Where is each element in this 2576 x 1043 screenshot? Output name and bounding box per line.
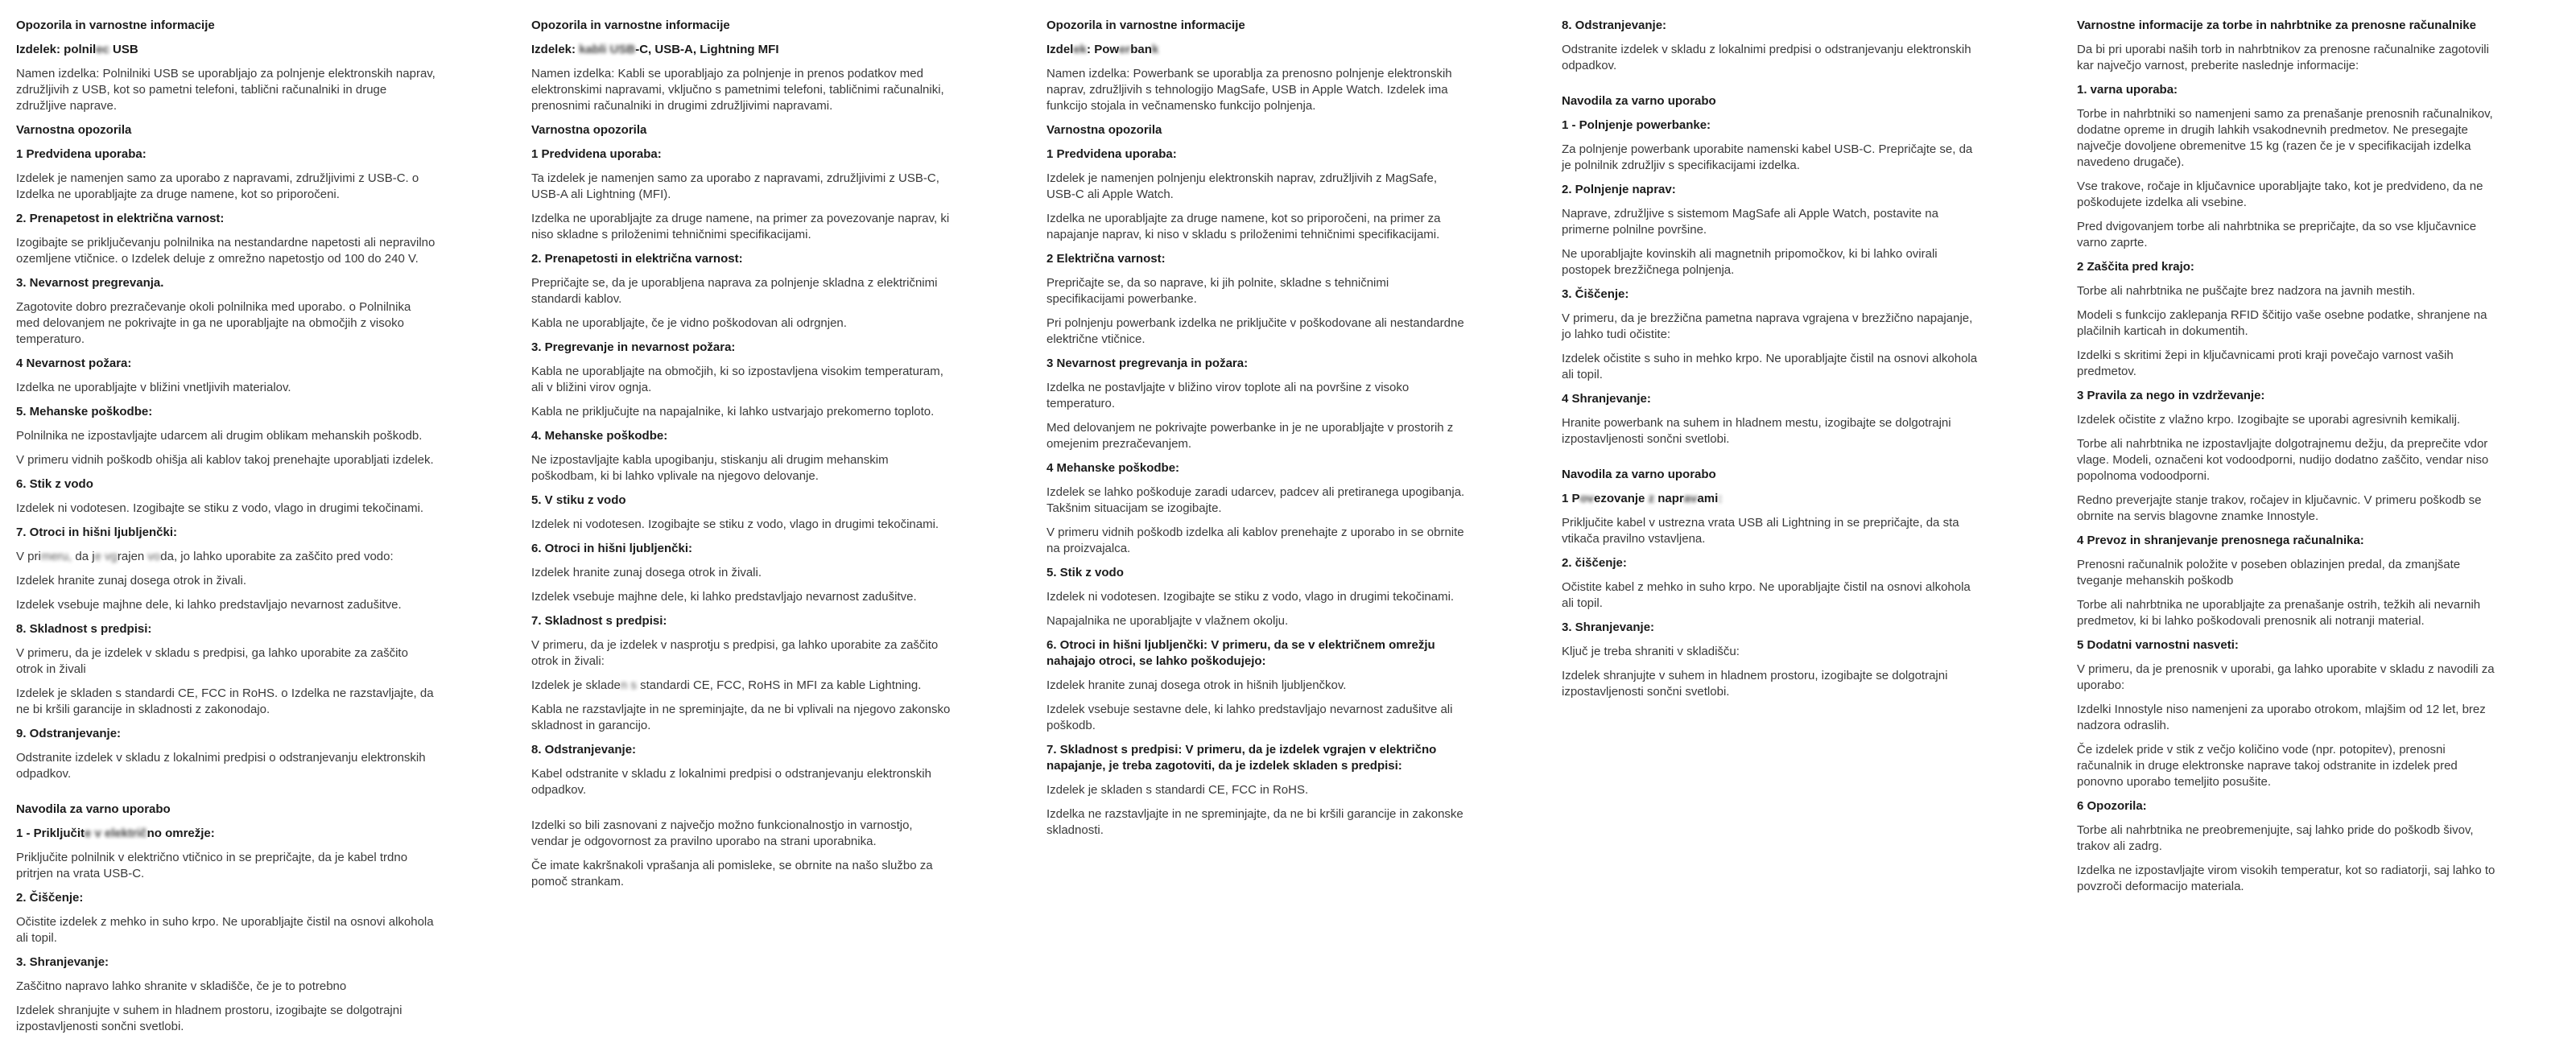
blurred-text: k	[1151, 43, 1159, 56]
section-heading	[2077, 18, 2497, 34]
section-heading	[531, 742, 952, 758]
paragraph	[1046, 380, 1467, 412]
paragraph	[1562, 579, 1982, 612]
text-segment: Izdelek vsebuje majhne dele, ki lahko predstavljajo nevarnost zadušitve.	[16, 598, 402, 612]
text-segment: Izdelka ne postavljajte v bližino virov toplote ali na površine z visoko temperaturo.	[1046, 381, 1410, 410]
paragraph	[16, 428, 436, 444]
text-segment: ban	[1130, 43, 1152, 56]
blurred-text: ek	[1073, 43, 1088, 56]
text-segment: 4 Mehanske poškodbe:	[1046, 461, 1180, 475]
text-segment: 4 Shranjevanje:	[1562, 392, 1651, 406]
text-segment: 3. Nevarnost pregrevanja.	[16, 276, 164, 290]
section-heading	[1562, 491, 1982, 507]
paragraph	[1046, 782, 1467, 798]
paragraph	[1562, 142, 1982, 174]
text-segment: Zaščitno napravo lahko shranite v skladišče, če je to potrebno	[16, 979, 347, 993]
text-segment: Očistite kabel z mehko in suho krpo. Ne uporabljajte čistil na osnovi alkohola ali topil.	[1562, 580, 1971, 610]
text-segment: Odstranite izdelek v skladu z lokalnimi predpisi o odstranjevanju elektronskih odpadkov.	[16, 751, 426, 781]
section-heading	[1562, 467, 1982, 483]
paragraph	[2077, 348, 2497, 380]
text-segment: standardi CE, FCC, RoHS in MFI za kable Lightning.	[636, 678, 922, 692]
text-segment: Da bi pri uporabi naših torb in nahrbtnikov za prenosne računalnike zagotovili kar največjo varnost, preberite naslednje informacije:	[2077, 43, 2489, 72]
text-segment: 4. Mehanske poškodbe:	[531, 429, 668, 443]
text-segment: Varnostna opozorila	[16, 123, 132, 137]
paragraph	[2077, 742, 2497, 790]
text-segment: 3. Pregrevanje in nevarnost požara:	[531, 340, 736, 354]
text-segment: Izdelki so bili zasnovani z največjo možno funkcionalnostjo in varnostjo, vendar je odgovornost za pravilno uporabo na strani uporabnika.	[531, 818, 913, 848]
section-heading	[16, 525, 436, 541]
section-heading	[16, 621, 436, 637]
text-segment: Izdelka ne uporabljajte v bližini vnetljivih materialov.	[16, 381, 291, 394]
blurred-text: av	[1683, 492, 1698, 505]
text-segment: V primeru vidnih poškodb izdelka ali kablov prenehajte z uporabo in se obrnite na proizvajalca.	[1046, 526, 1464, 555]
column-2-cables-warnings	[531, 18, 952, 1043]
text-segment: 4 Nevarnost požara:	[16, 357, 132, 370]
paragraph	[2077, 283, 2497, 299]
paragraph	[531, 404, 952, 420]
paragraph	[1562, 246, 1982, 278]
paragraph	[16, 299, 436, 348]
paragraph	[16, 573, 436, 589]
text-segment: Izdelek:	[531, 43, 580, 56]
paragraph	[531, 275, 952, 307]
text-segment: 2. Polnjenje naprav:	[1562, 183, 1676, 196]
text-segment: 2. Prenapetosti in električna varnost:	[531, 252, 743, 266]
paragraph	[2077, 863, 2497, 895]
paragraph	[531, 211, 952, 243]
paragraph	[2077, 436, 2497, 484]
section-heading	[16, 404, 436, 420]
text-segment: Izdelek ni vodotesen. Izogibajte se stiku z vodo, vlago in drugimi tekočinami.	[16, 501, 424, 515]
text-segment: Torbe ali nahrbtnika ne preobremenjujte, saj lahko pride do poškodb šivov, trakov ali zadrg.	[2077, 823, 2474, 853]
section-heading	[2077, 259, 2497, 275]
paragraph	[531, 589, 952, 605]
text-segment: Navodila za varno uporabo	[1562, 94, 1716, 108]
text-segment: Če izdelek pride v stik z večjo količino vode (npr. potopitev), prenosni računalnik in druge elektronske naprave takoj odstranite in izdelek pred ponovno uporabo temeljito posušite.	[2077, 743, 2458, 789]
paragraph	[1562, 515, 1982, 547]
blurred-text: e v električ	[85, 827, 147, 840]
section-heading	[1046, 742, 1467, 774]
text-segment: V primeru, da je brezžična pametna naprava vgrajena v brezžično napajanje, jo lahko tudi očistite:	[1562, 311, 1973, 341]
paragraph	[16, 597, 436, 613]
text-segment: 3. Čiščenje:	[1562, 287, 1629, 301]
text-segment: 1 P	[1562, 492, 1580, 505]
blurred-text: :	[1718, 492, 1723, 505]
section-heading	[531, 613, 952, 629]
paragraph	[531, 364, 952, 396]
text-segment: Odstranite izdelek v skladu z lokalnimi predpisi o odstranjevanju elektronskih odpadkov.	[1562, 43, 1971, 72]
text-segment: 7. Skladnost s predpisi:	[531, 614, 667, 628]
text-segment: Izdelek hranite zunaj dosega otrok in hišnih ljubljenčkov.	[1046, 678, 1347, 692]
section-heading	[1562, 391, 1982, 407]
section-heading	[16, 122, 436, 138]
text-segment: 2 Električna varnost:	[1046, 252, 1166, 266]
text-segment: Izdelka ne uporabljajte za druge namene, kot so priporočeni, na primer za napajanje naprav, ki niso v skladu s priloženimi tehničnimi specifikacijami.	[1046, 212, 1441, 241]
blurred-text: kabli USB	[579, 43, 636, 56]
text-segment: Pri polnjenju powerbank izdelka ne priključite v poškodovane ali nestandardne električne vtičnice.	[1046, 316, 1464, 346]
text-segment: Izdelek vsebuje majhne dele, ki lahko predstavljajo nevarnost zadušitve.	[531, 590, 917, 604]
section-heading	[531, 18, 952, 34]
text-segment: 1 Predvidena uporaba:	[531, 147, 662, 161]
paragraph	[16, 750, 436, 782]
paragraph	[2077, 412, 2497, 428]
text-segment: Torbe ali nahrbtnika ne izpostavljajte dolgotrajnemu dežju, da preprečite vdor vlage. Modeli, označeni kot vodoodporni, nudijo dodatno zaščito, vendar niso popolnoma vodoodporni.	[2077, 437, 2489, 483]
text-segment: Izdelka ne uporabljajte za druge namene, na primer za povezovanje naprav, ki niso skladne s priloženimi tehničnimi specifikacijami.	[531, 212, 950, 241]
section-heading	[16, 211, 436, 227]
text-segment: Opozorila in varnostne informacije	[531, 19, 730, 32]
text-segment: Izdelek je skladen s standardi CE, FCC in RoHS. o Izdelka ne razstavljajte, da ne bi kršili garancije in skladnosti z zakonodajo.	[16, 686, 434, 716]
text-segment: 6. Otroci in hišni ljubljenčki:	[531, 542, 693, 555]
section-heading	[1562, 287, 1982, 303]
text-segment: Prenosni računalnik položite v poseben oblazinjen predal, da zmanjšate tveganje mehanskih poškodb	[2077, 558, 2461, 587]
text-segment: Izdelek vsebuje sestavne dele, ki lahko predstavljajo nevarnost zadušitve ali poškodb.	[1046, 703, 1453, 732]
section-heading	[531, 122, 952, 138]
text-segment: 3 Pravila za nego in vzdrževanje:	[2077, 389, 2265, 402]
paragraph	[16, 1003, 436, 1035]
paragraph	[531, 678, 952, 694]
text-segment: Ta izdelek je namenjen samo za uporabo z napravami, združljivimi z USB-C, USB-A ali Lightning (MFI).	[531, 171, 939, 201]
text-segment: Navodila za varno uporabo	[1562, 468, 1716, 481]
text-segment: 6. Stik z vodo	[16, 477, 93, 491]
section-heading	[1562, 93, 1982, 109]
column-5-laptop-bags-safety	[2077, 18, 2497, 1043]
text-segment: Izdelek očistite s suho in mehko krpo. Ne uporabljajte čistil na osnovi alkohola ali topil.	[1562, 352, 1978, 381]
text-segment: Izdelka ne izpostavljajte virom visokih temperatur, kot so radiatorji, saj lahko to povzroči deformacijo materiala.	[2077, 864, 2496, 893]
section-heading	[1562, 182, 1982, 198]
blurred-text: ov	[1579, 492, 1595, 505]
text-segment: 2. čiščenje:	[1562, 556, 1627, 570]
text-segment: Varnostne informacije za torbe in nahrbtnike za prenosne računalnike	[2077, 19, 2476, 32]
text-segment: 9. Odstranjevanje:	[16, 727, 122, 740]
text-segment: ami	[1697, 492, 1719, 505]
paragraph	[2077, 597, 2497, 629]
column-4-powerbank-usage-instructions	[1562, 18, 1982, 1043]
section-heading	[16, 802, 436, 818]
section-spacer	[1562, 456, 1982, 467]
paragraph	[16, 914, 436, 946]
text-segment: Očistite izdelek z mehko in suho krpo. Ne uporabljajte čistil na osnovi alkohola ali topil.	[16, 915, 434, 945]
paragraph	[1562, 311, 1982, 343]
paragraph	[531, 66, 952, 114]
text-segment: Izdelka ne razstavljajte in ne spreminjajte, da ne bi kršili garancije in zakonske skladnosti.	[1046, 807, 1463, 837]
paragraph	[16, 979, 436, 995]
text-segment: Med delovanjem ne pokrivajte powerbanke in je ne uporabljajte v prostorih z omejenim prezračevanjem.	[1046, 421, 1454, 451]
paragraph	[1046, 806, 1467, 839]
text-segment: rajen	[117, 550, 145, 563]
text-segment: Izdelek je sklade	[531, 678, 621, 692]
text-segment: Namen izdelka: Powerbank se uporablja za prenosno polnjenje elektronskih naprav, združljivih s tehnologijo MagSafe, USB in Apple Watch. Izdelek ima funkcijo stojala in večnamensko funkcijo polnjenja.	[1046, 67, 1452, 113]
section-heading	[16, 146, 436, 163]
section-heading	[1046, 460, 1467, 476]
section-heading	[1046, 146, 1467, 163]
text-segment: Ne izpostavljajte kabla upogibanju, stiskanju ali drugim mehanskim poškodbam, ki bi lahko vplivale na njegovo delovanje.	[531, 453, 889, 483]
paragraph	[1562, 668, 1982, 700]
paragraph	[1046, 420, 1467, 452]
section-heading	[1046, 122, 1467, 138]
paragraph	[16, 380, 436, 396]
text-segment: Kabla ne razstavljajte in ne spreminjajte, da ne bi vplivali na njegovo zakonsko skladnost in garancijo.	[531, 703, 951, 732]
blurred-text: e vg	[94, 550, 118, 563]
text-segment: Modeli s funkcijo zaklepanja RFID ščitijo vaše osebne podatke, shranjene na plačilnih karticah in dokumentih.	[2077, 308, 2487, 338]
paragraph	[531, 517, 952, 533]
text-segment: Opozorila in varnostne informacije	[1046, 19, 1245, 32]
section-spacer	[1562, 82, 1982, 93]
text-segment: V primeru vidnih poškodb ohišja ali kablov takoj prenehajte uporabljati izdelek.	[16, 453, 434, 467]
text-segment: Namen izdelka: Kabli se uporabljajo za polnjenje in prenos podatkov med elektronskimi napravami, vključno s pametnimi telefoni, tabličnimi računalniki, prenosnimi računalniki in drugimi združljivimi napravami.	[531, 67, 944, 113]
section-heading	[2077, 82, 2497, 98]
blurred-text: vo	[144, 550, 161, 563]
section-heading	[2077, 533, 2497, 549]
section-heading	[531, 493, 952, 509]
text-segment: Vse trakove, ročaje in ključavnice uporabljajte tako, kot je predvideno, da ne poškodujete izdelka ali vsebine.	[2077, 179, 2483, 209]
section-heading	[1562, 555, 1982, 571]
text-segment: 5. V stiku z vodo	[531, 493, 626, 507]
text-segment: Kabla ne priključujte na napajalnike, ki lahko ustvarjajo prekomerno toploto.	[531, 405, 935, 418]
paragraph	[16, 171, 436, 203]
paragraph	[1046, 275, 1467, 307]
paragraph	[1046, 525, 1467, 557]
section-heading	[531, 541, 952, 557]
section-heading	[1562, 18, 1982, 34]
section-heading	[16, 890, 436, 906]
paragraph	[2077, 106, 2497, 171]
paragraph	[1046, 589, 1467, 605]
section-heading	[16, 275, 436, 291]
paragraph	[531, 818, 952, 850]
text-segment: Izdel	[1046, 43, 1074, 56]
paragraph	[16, 850, 436, 882]
section-heading	[531, 146, 952, 163]
paragraph	[2077, 822, 2497, 855]
section-spacer	[531, 806, 952, 818]
text-segment: Izdelek: polnil	[16, 43, 97, 56]
text-segment: 2 Zaščita pred krajo:	[2077, 260, 2194, 274]
text-segment: 4 Prevoz in shranjevanje prenosnega računalnika:	[2077, 534, 2364, 547]
text-segment: Navodila za varno uporabo	[16, 802, 171, 816]
text-segment: Torbe in nahrbtniki so namenjeni samo za prenašanje prenosnih računalnikov, dodatne opreme in drugih lahkih vsakodnevnih predmetov. Ne presegajte največje dovoljene obremenitve 15 kg (razen če je v specifikacijah izdelka navedeno drugače).	[2077, 107, 2493, 169]
text-segment: 3. Shranjevanje:	[16, 955, 109, 969]
text-segment: Za polnjenje powerbank uporabite namenski kabel USB-C. Prepričajte se, da je polnilnik združljiv s specifikacijami izdelka.	[1562, 142, 1973, 172]
text-segment: Ne uporabljajte kovinskih ali magnetnih pripomočkov, ki bi lahko ovirali postopek brezžičnega polnjenja.	[1562, 247, 1938, 277]
paragraph	[531, 858, 952, 890]
text-segment: Ključ je treba shraniti v skladišču:	[1562, 645, 1740, 658]
paragraph	[531, 452, 952, 484]
paragraph	[1046, 66, 1467, 114]
text-segment: Izdelek shranjujte v suhem in hladnem prostoru, izogibajte se dolgotrajni izpostavljenosti sončni svetlobi.	[1562, 669, 1948, 699]
text-segment: Izdelek ni vodotesen. Izogibajte se stiku z vodo, vlago in drugimi tekočinami.	[531, 517, 939, 531]
text-segment: napr	[1654, 492, 1684, 505]
text-segment: 1 Predvidena uporaba:	[16, 147, 147, 161]
text-segment: Varnostna opozorila	[1046, 123, 1162, 137]
section-heading	[16, 476, 436, 493]
blurred-text: meru,	[40, 550, 76, 563]
text-segment: V primeru, da je izdelek v nasprotju s predpisi, ga lahko uporabite za zaščito otrok in živali:	[531, 638, 939, 668]
text-segment: 6 Opozorila:	[2077, 799, 2147, 813]
text-segment: Izdelek hranite zunaj dosega otrok in živali.	[16, 574, 246, 587]
section-heading	[2077, 388, 2497, 404]
paragraph	[1562, 206, 1982, 238]
text-segment: Če imate kakršnakoli vprašanja ali pomisleke, se obrnite na našo službo za pomoč strankam.	[531, 859, 933, 888]
section-heading	[16, 954, 436, 971]
paragraph	[16, 645, 436, 678]
section-heading	[2077, 637, 2497, 653]
text-segment: 8. Odstranjevanje:	[1562, 19, 1667, 32]
text-segment: V primeru, da je izdelek v skladu s predpisi, ga lahko uporabite za zaščito otrok in živali	[16, 646, 408, 676]
text-segment: Kabla ne uporabljajte na območjih, ki so izpostavljena visokim temperaturam, ali v bližini virov ognja.	[531, 365, 943, 394]
text-segment: V pri	[16, 550, 41, 563]
section-heading	[531, 428, 952, 444]
text-segment: : Pow	[1087, 43, 1120, 56]
text-segment: Kabla ne uporabljajte, če je vidno poškodovan ali odrgnjen.	[531, 316, 847, 330]
text-segment: V primeru, da je prenosnik v uporabi, ga lahko uporabite v skladu z navodili za uporabo:	[2077, 662, 2495, 692]
text-segment: 5. Mehanske poškodbe:	[16, 405, 153, 418]
text-segment: Prepričajte se, da so naprave, ki jih polnite, skladne s tehničnimi specifikacijami powerbanke.	[1046, 276, 1389, 306]
text-segment: 3 Nevarnost pregrevanja in požara:	[1046, 357, 1249, 370]
section-heading	[16, 356, 436, 372]
paragraph	[2077, 662, 2497, 694]
text-segment: Izogibajte se priključevanju polnilnika na nestandardne napetosti ali nepravilno ozemljene vtičnice. o Izdelek deluje z omrežno napetostjo od 100 do 240 V.	[16, 236, 436, 266]
paragraph	[2077, 702, 2497, 734]
section-heading	[531, 340, 952, 356]
blurred-text: z	[1648, 492, 1655, 505]
text-segment: 7. Skladnost s predpisi: V primeru, da je izdelek vgrajen v električno napajanje, je treba zagotoviti, da je izdelek skladen s predpisi:	[1046, 743, 1437, 773]
paragraph	[1562, 351, 1982, 383]
text-segment: 8. Odstranjevanje:	[531, 743, 637, 756]
section-heading	[16, 18, 436, 34]
section-heading	[531, 251, 952, 267]
paragraph	[531, 565, 952, 581]
paragraph	[531, 766, 952, 798]
section-heading	[1562, 620, 1982, 636]
section-heading	[16, 42, 436, 58]
paragraph	[1046, 211, 1467, 243]
paragraph	[1046, 613, 1467, 629]
paragraph	[1046, 678, 1467, 694]
text-segment: Zagotovite dobro prezračevanje okoli polnilnika med uporabo. o Polnilnika med delovanjem ne pokrivajte in ga ne uporabljajte na območjih z visoko temperaturo.	[16, 300, 411, 346]
column-3-powerbank-warnings	[1046, 18, 1467, 1043]
text-segment: Izdelek je skladen s standardi CE, FCC in RoHS.	[1046, 783, 1309, 797]
text-segment: Izdelek očistite z vlažno krpo. Izogibajte se uporabi agresivnih kemikalij.	[2077, 413, 2461, 427]
paragraph	[16, 549, 436, 565]
text-segment: 2. Prenapetost in električna varnost:	[16, 212, 225, 225]
section-heading	[1046, 18, 1467, 34]
text-segment: Hranite powerbank na suhem in hladnem mestu, izogibajte se dolgotrajni izpostavljenosti sončni svetlobi.	[1562, 416, 1951, 446]
paragraph	[16, 235, 436, 267]
text-segment: Torbe ali nahrbtnika ne uporabljajte za prenašanje ostrih, težkih ali nevarnih predmetov, ki bi lahko poškodovali prenosnik ali notranji material.	[2077, 598, 2481, 628]
paragraph	[16, 452, 436, 468]
paragraph	[1046, 171, 1467, 203]
text-segment: Priključite polnilnik v električno vtičnico in se prepričajte, da je kabel trdno pritrjen na vrata USB-C.	[16, 851, 408, 880]
paragraph	[16, 686, 436, 718]
text-segment: da, jo lahko uporabite za zaščito pred vodo:	[160, 550, 394, 563]
text-segment: 3. Shranjevanje:	[1562, 620, 1655, 634]
text-segment: Izdelki Innostyle niso namenjeni za uporabo otrokom, mlajšim od 12 let, brez nadzora odraslih.	[2077, 703, 2486, 732]
text-segment: Izdelek ni vodotesen. Izogibajte se stiku z vodo, vlago in drugimi tekočinami.	[1046, 590, 1455, 604]
section-heading	[2077, 798, 2497, 814]
text-segment: Kabel odstranite v skladu z lokalnimi predpisi o odstranjevanju elektronskih odpadkov.	[531, 767, 931, 797]
section-heading	[1046, 356, 1467, 372]
text-segment: Izdelek hranite zunaj dosega otrok in živali.	[531, 566, 762, 579]
text-segment: 2. Čiščenje:	[16, 891, 84, 905]
paragraph	[531, 171, 952, 203]
paragraph	[2077, 307, 2497, 340]
paragraph	[1562, 42, 1982, 74]
paragraph	[2077, 42, 2497, 74]
blurred-text: er	[1119, 43, 1131, 56]
paragraph	[2077, 219, 2497, 251]
text-segment: -C, USB-A, Lightning MFI	[635, 43, 779, 56]
text-segment: 5. Stik z vodo	[1046, 566, 1124, 579]
paragraph	[1562, 415, 1982, 447]
text-segment: 7. Otroci in hišni ljubljenčki:	[16, 526, 178, 539]
text-segment: 1 - Polnjenje powerbanke:	[1562, 118, 1711, 132]
paragraph	[531, 702, 952, 734]
paragraph	[2077, 493, 2497, 525]
paragraph	[16, 66, 436, 114]
section-heading	[1562, 117, 1982, 134]
text-segment: Napajalnika ne uporabljajte v vlažnem okolju.	[1046, 614, 1289, 628]
blurred-text: n s	[620, 678, 637, 692]
text-segment: Izdelek je namenjen polnjenju elektronskih naprav, združljivih z MagSafe, USB-C ali Apple Watch.	[1046, 171, 1437, 201]
text-segment: no omrežje:	[147, 827, 215, 840]
section-heading	[1046, 251, 1467, 267]
text-segment: Pred dvigovanjem torbe ali nahrbtnika se prepričajte, da so vse ključavnice varno zaprte.	[2077, 220, 2477, 249]
text-segment: Priključite kabel v ustrezna vrata USB ali Lightning in se prepričajte, da sta vtikača pravilno vstavljena.	[1562, 516, 1959, 546]
text-segment: 1 Predvidena uporaba:	[1046, 147, 1177, 161]
text-segment: 1. varna uporaba:	[2077, 83, 2178, 97]
text-segment: USB	[109, 43, 138, 56]
section-heading	[16, 726, 436, 742]
text-segment: 8. Skladnost s predpisi:	[16, 622, 152, 636]
section-heading	[1046, 565, 1467, 581]
paragraph	[1562, 644, 1982, 660]
text-segment: 5 Dodatni varnostni nasveti:	[2077, 638, 2239, 652]
blurred-text: ec	[96, 43, 109, 56]
paragraph	[531, 315, 952, 332]
text-segment: Prepričajte se, da je uporabljena naprava za polnjenje skladna z električnimi standardi kablov.	[531, 276, 938, 306]
text-segment: Opozorila in varnostne informacije	[16, 19, 215, 32]
section-heading	[16, 826, 436, 842]
text-segment: Izdelek shranjujte v suhem in hladnem prostoru, izogibajte se dolgotrajni izpostavljenosti sončni svetlobi.	[16, 1004, 402, 1033]
text-segment: Namen izdelka: Polnilniki USB se uporabljajo za polnjenje elektronskih naprav, združljivih z USB, kot so pametni telefoni, tablični računalniki in druge združljive naprave.	[16, 67, 436, 113]
text-segment: Polnilnika ne izpostavljajte udarcem ali drugim oblikam mehanskih poškodb.	[16, 429, 423, 443]
text-segment: Redno preverjajte stanje trakov, ročajev in ključavnic. V primeru poškodb se obrnite na servis blagovne znamke Innostyle.	[2077, 493, 2482, 523]
paragraph	[1046, 484, 1467, 517]
text-segment: 6. Otroci in hišni ljubljenčki: V primeru, da se v električnem omrežju nahajajo otroci, se lahko poškodujejo:	[1046, 638, 1435, 668]
column-1-usb-charger-warnings	[16, 18, 436, 1043]
section-heading	[531, 42, 952, 58]
paragraph	[531, 637, 952, 670]
text-segment: Izdelek je namenjen samo za uporabo z napravami, združljivimi z USB-C. o Izdelka ne uporabljajte za druge namene, kot so priporočeni.	[16, 171, 419, 201]
paragraph	[2077, 179, 2497, 211]
section-heading	[1046, 637, 1467, 670]
text-segment: Naprave, združljive s sistemom MagSafe ali Apple Watch, postavite na primerne polnilne površine.	[1562, 207, 1938, 237]
paragraph	[2077, 557, 2497, 589]
text-segment: Izdelek se lahko poškoduje zaradi udarcev, padcev ali pretiranega upogibanja. Takšnim situacijam se izogibajte.	[1046, 485, 1465, 515]
text-segment: Varnostna opozorila	[531, 123, 647, 137]
text-segment: Torbe ali nahrbtnika ne puščajte brez nadzora na javnih mestih.	[2077, 284, 2416, 298]
section-spacer	[16, 790, 436, 802]
paragraph	[1046, 315, 1467, 348]
text-segment: da j	[75, 550, 95, 563]
paragraph	[1046, 702, 1467, 734]
text-segment: 1 - Priključit	[16, 827, 85, 840]
text-segment: Izdelki s skritimi žepi in ključavnicami proti kraji povečajo varnost vaših predmetov.	[2077, 348, 2454, 378]
paragraph	[16, 501, 436, 517]
text-segment: ezovanje	[1594, 492, 1649, 505]
section-heading	[1046, 42, 1467, 58]
